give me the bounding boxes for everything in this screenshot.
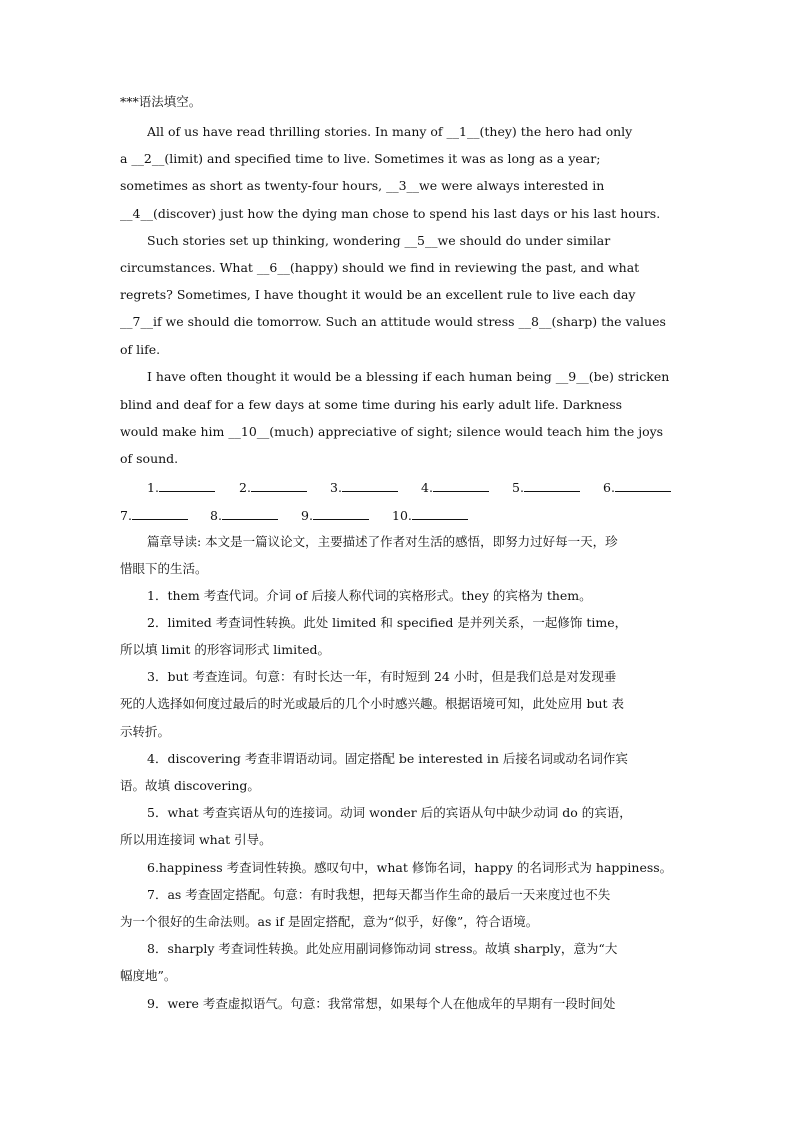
explanation-line: 篇章导读: 本文是一篇议论文，主要描述了作者对生活的感悟，即努力过好每一天，珍	[147, 534, 618, 549]
explanation-line: 2．limited 考查词性转换。此处 limited 和 specified 是并列关系，一起修饰 time，	[147, 615, 628, 630]
blank-slot[interactable]	[603, 479, 671, 496]
blank-slot[interactable]	[421, 479, 489, 496]
explanation-line: 7．as 考查固定搭配。句意：有时我想，把每天都当作生命的最后一天来度过也不失	[147, 887, 611, 902]
explanation-line: 语。故填 discovering。	[120, 778, 260, 793]
passage-line: __4__(discover) just how the dying man chose to spend his last days or his last hours.	[120, 206, 661, 221]
blank-number: 4.	[421, 480, 433, 495]
blank-slot[interactable]	[120, 507, 188, 524]
blank-slot[interactable]	[147, 479, 215, 496]
blank-number: 8.	[210, 508, 222, 523]
blank-number: 7.	[120, 508, 132, 523]
blank-slot[interactable]	[512, 479, 580, 496]
blank-line	[524, 479, 580, 492]
passage-line: blind and deaf for a few days at some time during his early adult life. Darkness	[120, 397, 623, 412]
explanation-line: 幅度地”。	[120, 968, 177, 983]
explanation-line: 示转折。	[120, 724, 171, 739]
blank-number: 10.	[392, 508, 412, 523]
explanation-line: 惜眼下的生活。	[120, 561, 208, 576]
section-title: ***语法填空。	[120, 94, 202, 109]
blank-number: 3.	[330, 480, 342, 495]
blank-line	[159, 479, 215, 492]
blank-line	[615, 479, 671, 492]
explanation-line: 8．sharply 考查词性转换。此处应用副词修饰动词 stress。故填 sharply，意为“大	[147, 941, 618, 956]
blank-slot[interactable]	[239, 479, 307, 496]
explanation-line: 4．discovering 考查非谓语动词。固定搭配 be interested in 后接名词或动名词作宾	[147, 751, 628, 766]
passage-line: of life.	[120, 342, 161, 357]
blank-line	[313, 507, 369, 520]
blank-number: 2.	[239, 480, 251, 495]
explanation-line: 6.happiness 考查词性转换。感叹句中，what 修饰名词，happy 的名词形式为 happiness。	[147, 860, 673, 875]
blank-number: 5.	[512, 480, 524, 495]
explanation-line: 为一个很好的生命法则。as if 是固定搭配，意为“似乎，好像”，符合语境。	[120, 914, 539, 929]
explanation-line: 所以填 limit 的形容词形式 limited。	[120, 642, 331, 657]
passage-line: Such stories set up thinking, wondering __5__we should do under similar	[147, 233, 611, 248]
blank-line	[251, 479, 307, 492]
passage-line: circumstances. What __6__(happy) should we find in reviewing the past, and what	[120, 260, 640, 275]
blank-line	[342, 479, 398, 492]
passage-line: sometimes as short as twenty-four hours, __3__we were always interested in	[120, 178, 605, 193]
blank-number: 9.	[301, 508, 313, 523]
blank-line	[132, 507, 188, 520]
passage-line: would make him __10__(much) appreciative of sight; silence would teach him the joys	[120, 424, 664, 439]
passage-line: __7__if we should die tomorrow. Such an attitude would stress __8__(sharp) the values	[120, 314, 666, 329]
blank-slot[interactable]	[301, 507, 369, 524]
passage-line: regrets? Sometimes, I have thought it would be an excellent rule to live each day	[120, 287, 636, 302]
explanation-line: 1．them 考查代词。介词 of 后接人称代词的宾格形式。they 的宾格为 them。	[147, 588, 592, 603]
explanation-line: 3．but 考查连词。句意：有时长达一年，有时短到 24 小时，但是我们总是对发现垂	[147, 669, 617, 684]
explanation-line: 死的人选择如何度过最后的时光或最后的几个小时感兴趣。根据语境可知，此处应用 but 表	[120, 696, 625, 711]
blank-slot[interactable]	[392, 507, 468, 524]
blank-line	[222, 507, 278, 520]
blank-slot[interactable]	[210, 507, 278, 524]
explanation-line: 5．what 考查宾语从句的连接词。动词 wonder 后的宾语从句中缺少动词 do 的宾语，	[147, 805, 632, 820]
blank-number: 1.	[147, 480, 159, 495]
blank-number: 6.	[603, 480, 615, 495]
passage-line: a __2__(limit) and specified time to live. Sometimes it was as long as a year;	[120, 151, 601, 166]
explanation-line: 所以用连接词 what 引导。	[120, 832, 272, 847]
passage-line: of sound.	[120, 451, 179, 466]
explanation-line: 9．were 考查虚拟语气。句意：我常常想，如果每个人在他成年的早期有一段时间处	[147, 996, 616, 1011]
blank-slot[interactable]	[330, 479, 398, 496]
blank-line	[433, 479, 489, 492]
passage-line: I have often thought it would be a blessing if each human being __9__(be) stricken	[147, 369, 670, 384]
passage-line: All of us have read thrilling stories. In many of __1__(they) the hero had only	[147, 124, 633, 139]
blank-line	[412, 507, 468, 520]
